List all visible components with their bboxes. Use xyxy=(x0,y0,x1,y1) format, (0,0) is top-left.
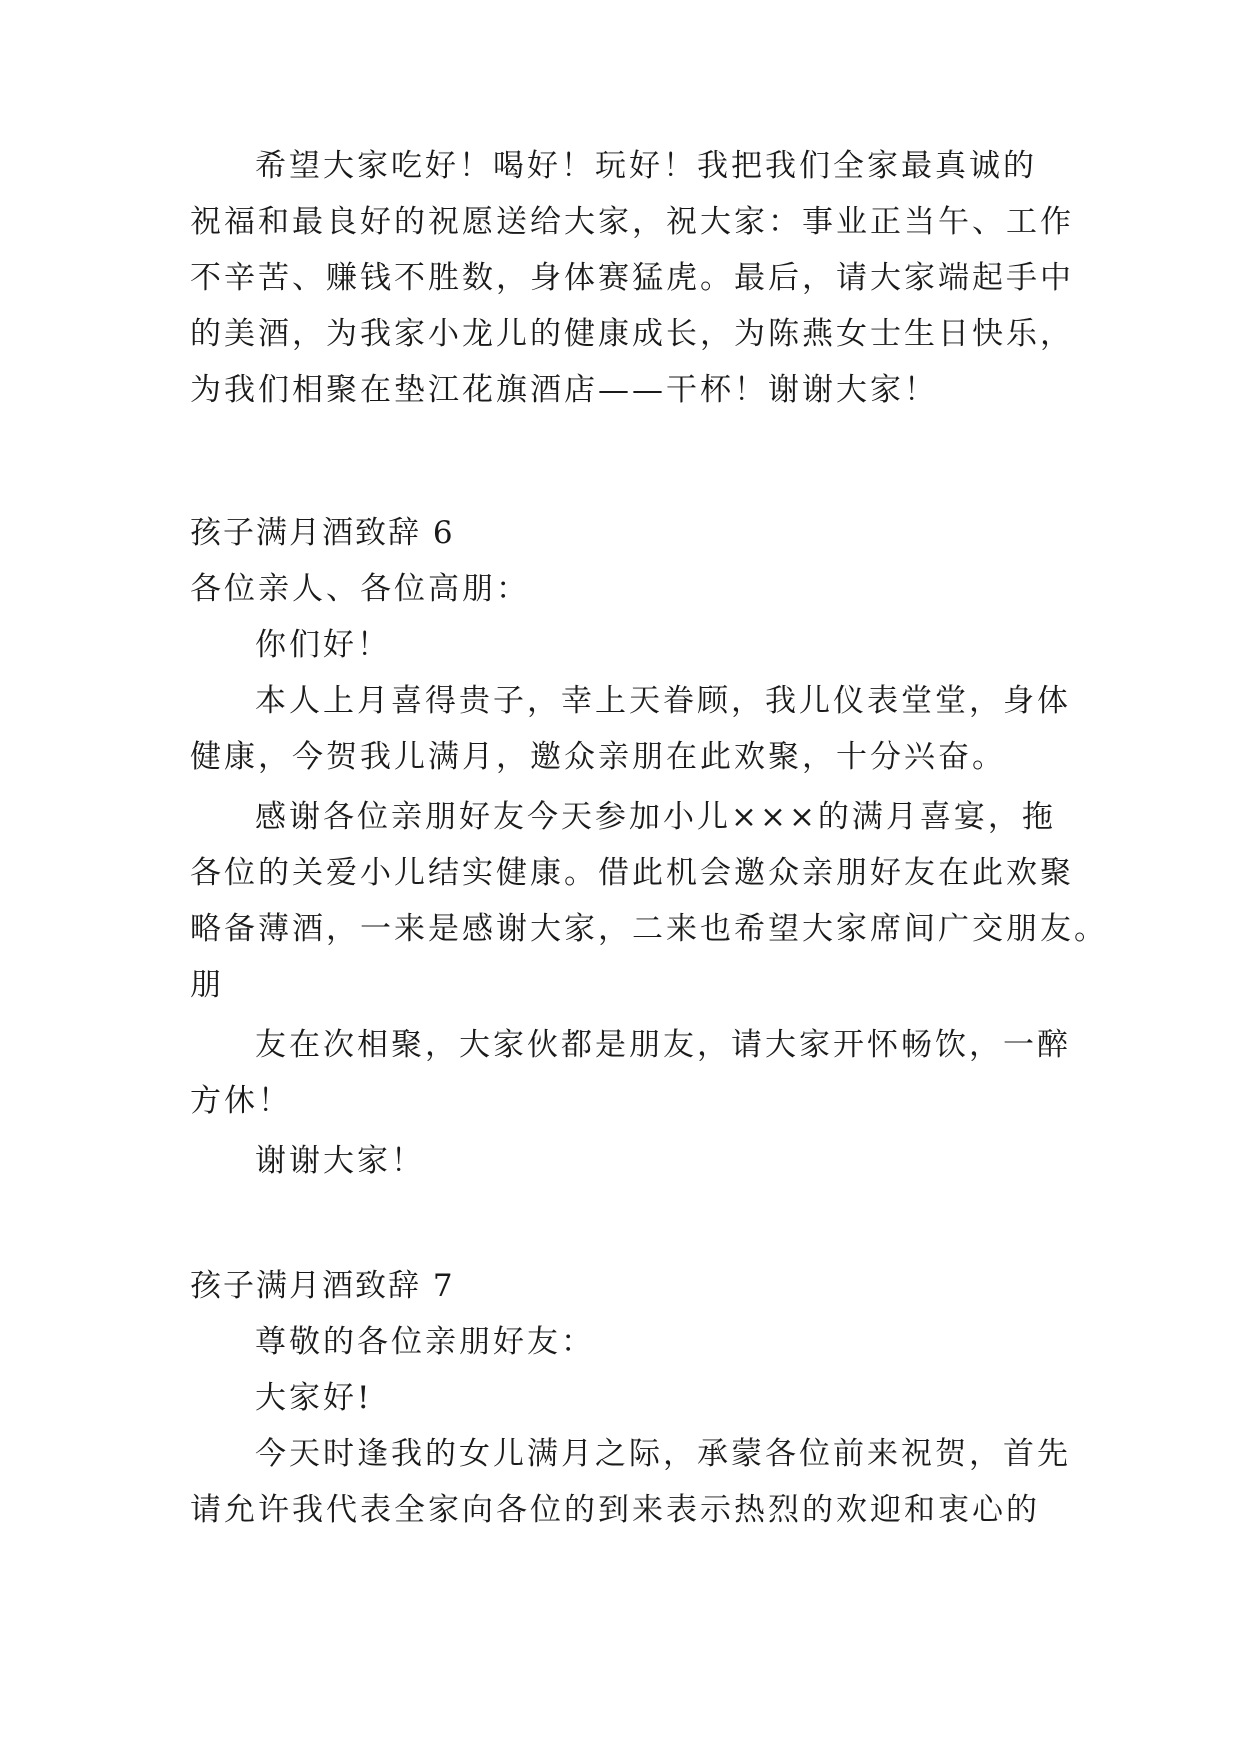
paragraph-line: 略备薄酒，一来是感谢大家，二来也希望大家席间广交朋友。 xyxy=(190,911,1108,947)
paragraph-line: 各位的关爱小儿结实健康。借此机会邀众亲朋好友在此欢聚 xyxy=(190,855,1074,891)
paragraph-line: 朋 xyxy=(190,967,224,1003)
section-title: 孩子满月酒致辞 7 xyxy=(190,1268,455,1304)
salutation: 大家好! xyxy=(255,1380,373,1416)
greeting: 各位亲人、各位高朋： xyxy=(190,571,530,607)
paragraph-line: 感谢各位亲朋好友今天参加小儿×××的满月喜宴，拖 xyxy=(255,799,1056,835)
paragraph-line: 健康，今贺我儿满月，邀众亲朋在此欢聚，十分兴奋。 xyxy=(190,739,1006,775)
paragraph-line: 本人上月喜得贵子，幸上天眷顾，我儿仪表堂堂，身体 xyxy=(255,683,1071,719)
paragraph-line: 祝福和最良好的祝愿送给大家，祝大家：事业正当午、工作 xyxy=(190,204,1074,240)
salutation: 你们好！ xyxy=(255,627,391,663)
paragraph-line: 的美酒，为我家小龙儿的健康成长，为陈燕女士生日快乐， xyxy=(190,316,1074,352)
paragraph-line: 请允许我代表全家向各位的到来表示热烈的欢迎和衷心的 xyxy=(190,1492,1040,1528)
greeting: 尊敬的各位亲朋好友： xyxy=(255,1324,595,1360)
paragraph-line: 为我们相聚在垫江花旗酒店——干杯！谢谢大家！ xyxy=(190,372,938,408)
paragraph-line: 友在次相聚，大家伙都是朋友，请大家开怀畅饮，一醉 xyxy=(255,1027,1071,1063)
paragraph-line: 不辛苦、赚钱不胜数，身体赛猛虎。最后，请大家端起手中 xyxy=(190,260,1074,296)
paragraph-line: 方休！ xyxy=(190,1083,292,1119)
paragraph-line: 希望大家吃好！喝好！玩好！我把我们全家最真诚的 xyxy=(255,148,1037,184)
paragraph-line: 今天时逢我的女儿满月之际，承蒙各位前来祝贺，首先 xyxy=(255,1436,1071,1472)
closing-line: 谢谢大家！ xyxy=(255,1143,425,1179)
section-title: 孩子满月酒致辞 6 xyxy=(190,515,455,551)
